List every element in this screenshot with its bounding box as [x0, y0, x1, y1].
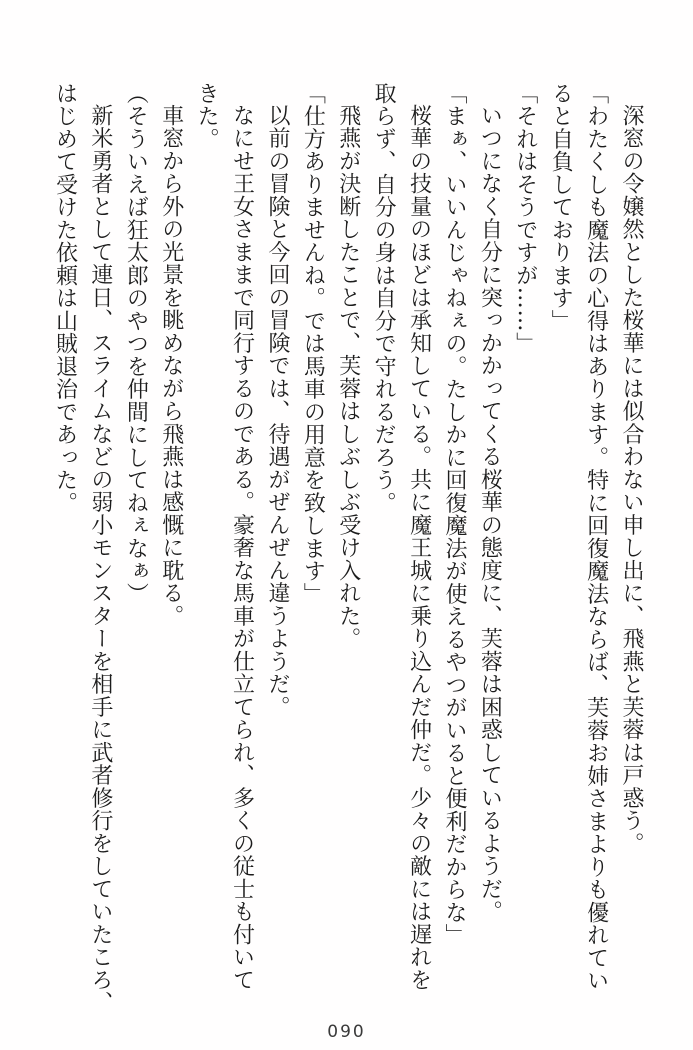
text-line: ると自負しております」: [548, 82, 574, 333]
text-line: いつになく自分に突っかかってくる桜華の態度に、芙蓉は困惑しているようだ。: [477, 104, 503, 923]
text-line: 「仕方ありませんね。では馬車の用意を致します」: [300, 82, 326, 606]
text-line: 「まぁ、いいんじゃねぇの。たしかに回復魔法が使えるやつがいると便利だからな」: [441, 82, 467, 947]
text-line: 飛燕が決断したことで、芙蓉はしぶしぶ受け入れた。: [335, 104, 361, 650]
text-line: 取らず、自分の身は自分で守れるだろう。: [371, 82, 397, 515]
text-line: 車窓から外の光景を眺めながら飛燕は感慨に耽る。: [158, 104, 184, 628]
text-line: 以前の冒険と今回の冒険では、待遇がぜんぜん違うようだ。: [264, 104, 290, 719]
text-line: きた。: [194, 82, 220, 151]
text-line: なにせ王女さままで同行するのである。豪奢な馬車が仕立てられ、多くの従士も付いて: [229, 104, 255, 992]
text-line: 深窓の令嬢然とした桜華には似合わない申し出に、飛燕と芙蓉は戸惑う。: [619, 104, 644, 855]
page-text: [47, 82, 649, 1020]
text-line: 「わたくしも魔法の心得はあります。特に回復魔法ならば、芙蓉お姉さまよりも優れてい: [583, 82, 609, 992]
text-line: 「それはそうですが……」: [512, 82, 538, 355]
text-line: 桜華の技量のほどは承知している。共に魔王城に乗り込んだ仲だ。少々の敵には遅れを: [406, 104, 432, 992]
text-line: はじめて受けた依頼は山賊退治であった。: [52, 82, 78, 515]
page-number: 090: [327, 1022, 366, 1042]
text-line: 新米勇者として連日、スライムなどの弱小モンスターを相手に武者修行をしていたころ、: [87, 104, 113, 1014]
text-line: （そういえば狂太郎のやつを仲間にしてねぇなぁ）: [123, 82, 149, 606]
